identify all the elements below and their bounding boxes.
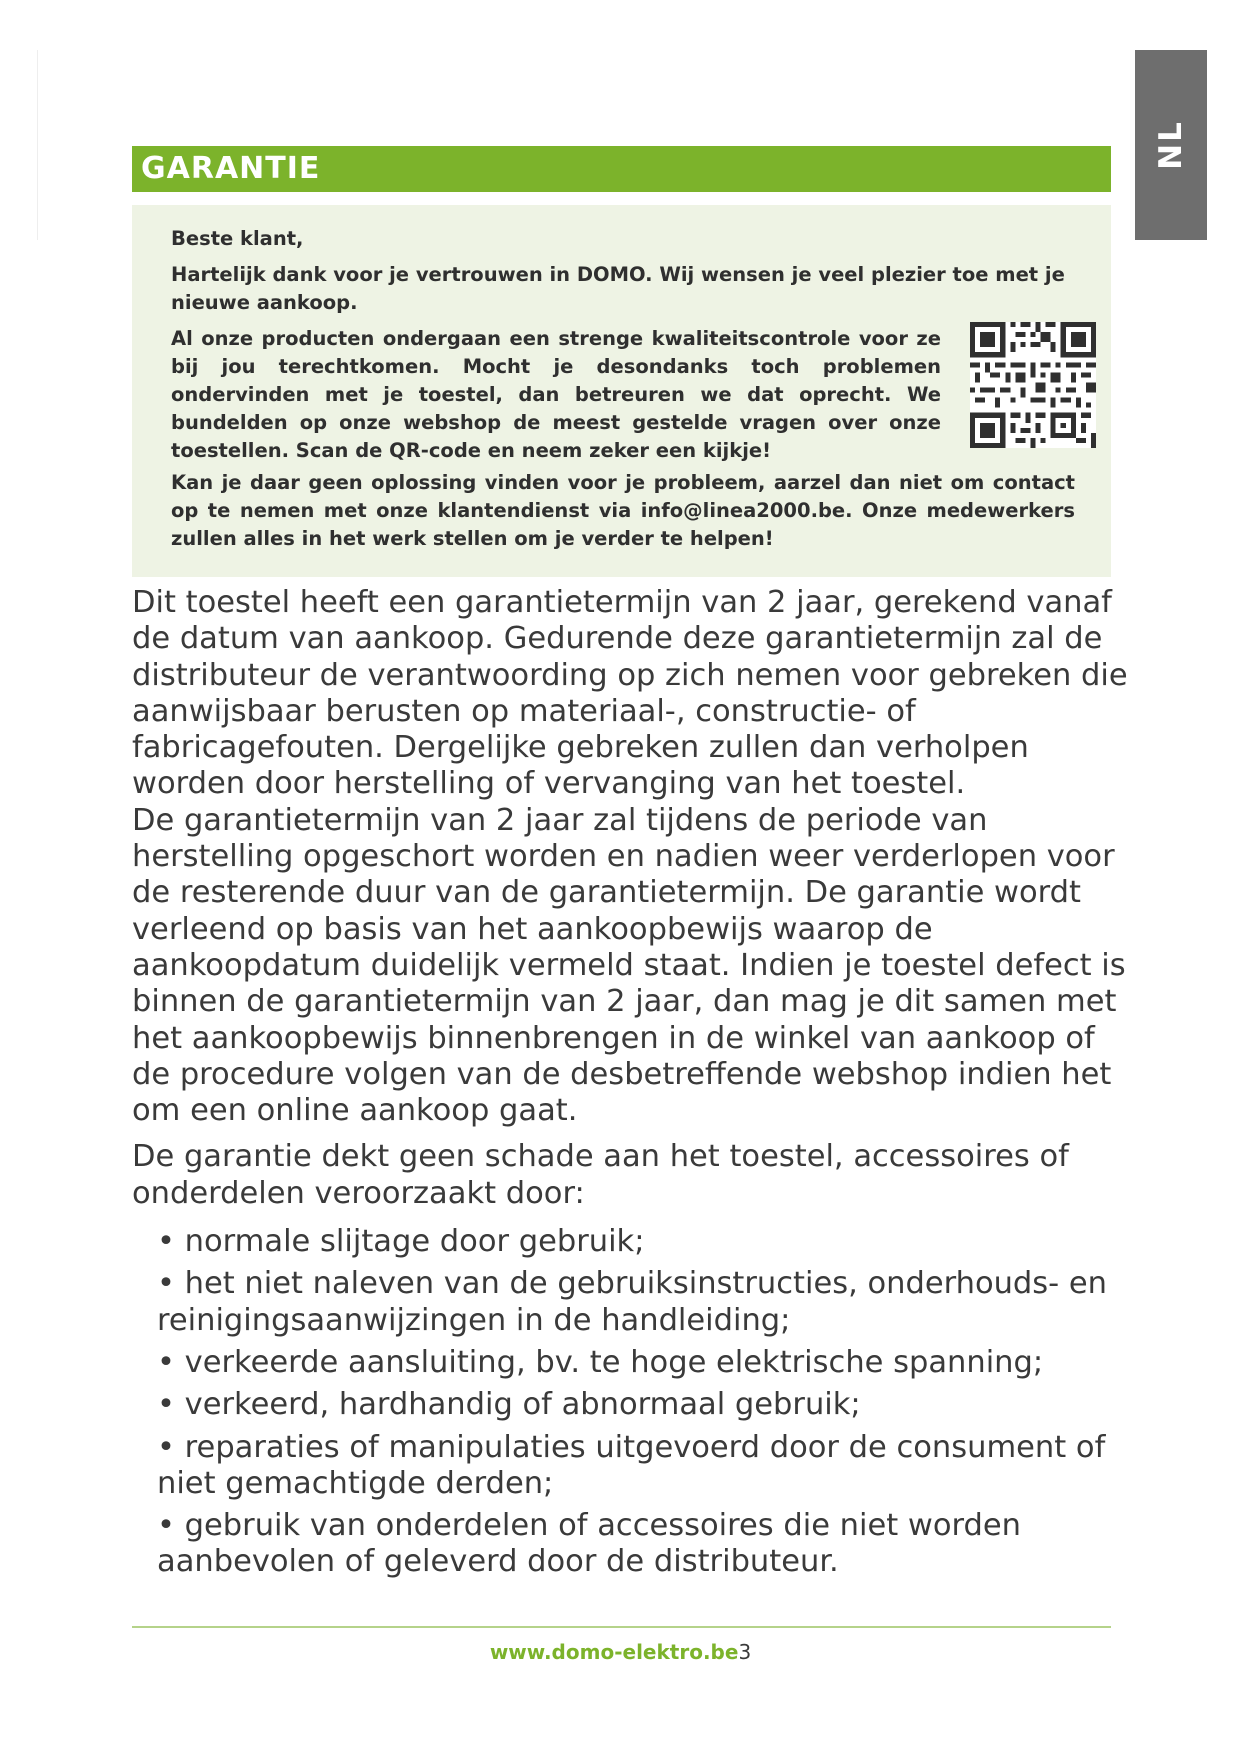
list-item: • normale slijtage door gebruik; [157,1224,645,1260]
customer-info-box [132,205,1111,577]
warranty-paragraph-term: Dit toestel heeft een garantietermijn van 2 jaar, gerekend vanaf de datum van aankoop. Gedurende deze garantietermijn zal de distributeur de verantwoording op zich nemen voor gebreken die aanwijsbaar berusten op materiaal-, constructie- of fabricagefouten. Dergelijke gebreken zullen dan verholpen worden door herstelling of vervanging van het toestel. [132,585,1128,802]
contact-text: Kan je daar geen oplossing vinden voor je probleem, aarzel dan niet om contact op te nemen met onze klantendienst via info@linea2000.be. Onze medewerkers zullen alles in het werk stellen om je verder te helpen! [171,471,1075,550]
footer-website-link[interactable]: www.domo-elektro.be [489,1640,739,1664]
quality-text: Al onze producten ondergaan een strenge kwaliteitscontrole voor ze bij jou terechtkomen. Mocht je desondanks toch problemen ondervinden met je toestel, dan betreuren we dat oprecht. We bundelden op onze webshop de meest gestelde vragen over onze toestellen. Scan de QR-code en neem zeker een kijkje! [171,327,941,462]
language-tab [1135,50,1207,240]
warranty-body [132,585,1132,1587]
exclusions-list [132,1224,1132,1581]
qr-code-icon[interactable] [970,322,1096,448]
page-number: 3 [738,1640,752,1664]
footer [0,1640,1241,1664]
list-item: • gebruik van onderdelen of accessoires die niet worden aanbevolen of geleverd door de distributeur. [157,1508,1021,1580]
list-item: • verkeerde aansluiting, bv. te hoge elektrische spanning; [157,1344,1044,1380]
greeting-text: Beste klant, [171,227,304,250]
footer-divider [132,1626,1111,1628]
section-title: GARANTIE [141,151,321,186]
qr-finder-top-left [970,322,1005,357]
list-item: • het niet naleven van de gebruiksinstructies, onderhouds- en reinigingsaanwijzingen in de handleiding; [157,1266,1107,1338]
warranty-paragraph-procedure: De garantietermijn van 2 jaar zal tijdens de periode van herstelling opgeschort worden en nadien weer verderlopen voor de resterende duur van de garantietermijn. De garantie wordt verleend op basis van het aankoopbewijs waarop de aankoopdatum duidelijk vermeld staat. Indien je toestel defect is binnen de garantietermijn van 2 jaar, dan mag je dit samen met het aankoopbewijs binnenbrengen in de winkel van aankoop of de procedure volgen van de desbetreffende webshop indien het om een online aankoop gaat. [132,802,1126,1129]
thanks-text: Hartelijk dank voor je vertrouwen in DOMO. Wij wensen je veel plezier toe met je nieuwe aankoop. [171,263,1065,314]
list-item: • verkeerd, hardhandig of abnormaal gebruik; [157,1387,861,1423]
qr-finder-top-right [1061,322,1096,357]
warranty-paragraph-exclusions: De garantie dekt geen schade aan het toestel, accessoires of onderdelen veroorzaakt door: [132,1139,1069,1211]
qr-finder-bottom-left [970,413,1005,448]
list-item: • reparaties of manipulaties uitgevoerd door de consument of niet gemachtigde derden; [157,1429,1106,1501]
section-title-bar [132,146,1111,192]
left-margin-rule [37,50,38,240]
language-tab-label: NL [1152,120,1189,170]
